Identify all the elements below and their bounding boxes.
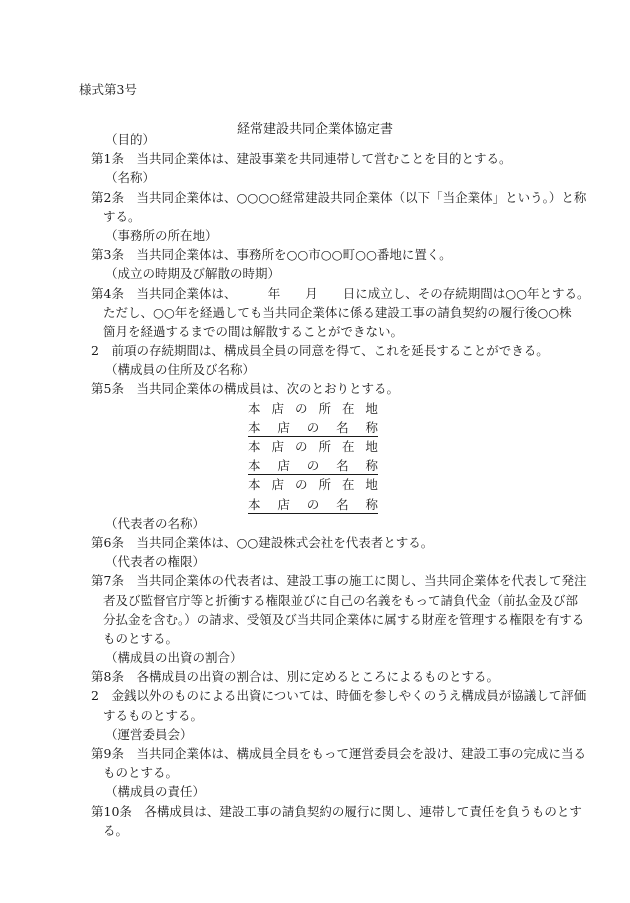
section-heading: （成立の時期及び解散の時期） [105,266,281,282]
article-continuation: る。 [103,822,129,838]
agreement-body [91,130,590,840]
section-heading: （名称） [105,170,156,186]
article-text: 第6条 当共同企業体は、○○建設株式会社を代表者とする。 [91,534,434,550]
member-address-label: 本 店 の 所 在 地 [248,477,378,493]
article-text: 第2条 当共同企業体は、○○○○経常建設共同企業体（以下「当企業体」という。）と称 [91,189,587,205]
articles-section-2 [91,514,587,840]
document-title: 経常建設共同企業体協定書 [236,122,393,137]
member-address-label: 本 店 の 所 在 地 [248,400,378,416]
article-text: 第4条 当共同企業体は、 年 月 日に成立し、その存続期間は○○年とする。 [91,285,590,301]
section-heading: （事務所の所在地） [105,227,218,243]
article-text: 第3条 当共同企業体は、事務所を○○市○○町○○番地に置く。 [91,247,452,263]
articles-section-1 [91,130,590,399]
member-address-label: 本 店 の 所 在 地 [248,439,378,454]
article-continuation: ものとする。 [103,765,179,781]
member-name-label: 本 店 の 名 称 [248,418,378,437]
section-heading: （構成員の住所及び名称） [105,362,256,378]
article-text: 2 前項の存続期間は、構成員全員の同意を得て、これを延長することができる。 [91,343,549,359]
section-heading: （代表者の名称） [105,515,206,531]
member-name-label: 本 店 の 名 称 [248,495,378,514]
article-continuation: するものとする。 [103,707,204,723]
article-text: 第8条 各構成員の出資の割合は、別に定めるところによるものとする。 [91,669,499,685]
section-heading: （目的） [105,132,156,147]
member-name-label: 本 店 の 名 称 [248,456,378,475]
section-heading: （構成員の出資の割合） [105,650,243,666]
section-heading: （代表者の権限） [105,554,206,570]
article-text: 第10条 各構成員は、建設工事の請負契約の履行に関し、連帯して責任を負うものとす [91,803,582,819]
article-continuation: ただし、○○年を経過しても当共同企業体に係る建設工事の請負契約の履行後○○株 [103,304,572,320]
article-text: 第5条 当共同企業体の構成員は、次のとおりとする。 [91,381,399,397]
article-continuation: する。 [103,208,141,224]
section-heading: （構成員の責任） [105,784,206,800]
article-continuation: 分払金を含む。）の請求、受領及び当共同企業体に属する財産を管理する権限を有する [103,611,585,627]
article-continuation: ものとする。 [103,630,179,646]
article-text: 第1条 当共同企業体は、建設事業を共同連帯して営むことを目的とする。 [91,151,512,167]
article-text: 第9条 当共同企業体は、構成員全員をもって運営委員会を設け、建設工事の完成に当る [91,746,586,761]
form-number: 様式第3号 [79,82,137,97]
section-heading: （運営委員会） [105,726,193,742]
member-list [248,399,378,514]
article-continuation: 箇月を経過するまでの間は解散することができない。 [103,323,404,339]
article-text: 第7条 当共同企業体の代表者は、建設工事の施工に関し、当共同企業体を代表して発注 [91,573,587,589]
article-text: 2 金銭以外のものによる出資については、時価を参しやくのうえ構成員が協議して評価 [91,688,587,704]
article-continuation: 者及び監督官庁等と折衝する権限並びに自己の名義をもって請負代金（前払金及び部 [103,592,579,608]
